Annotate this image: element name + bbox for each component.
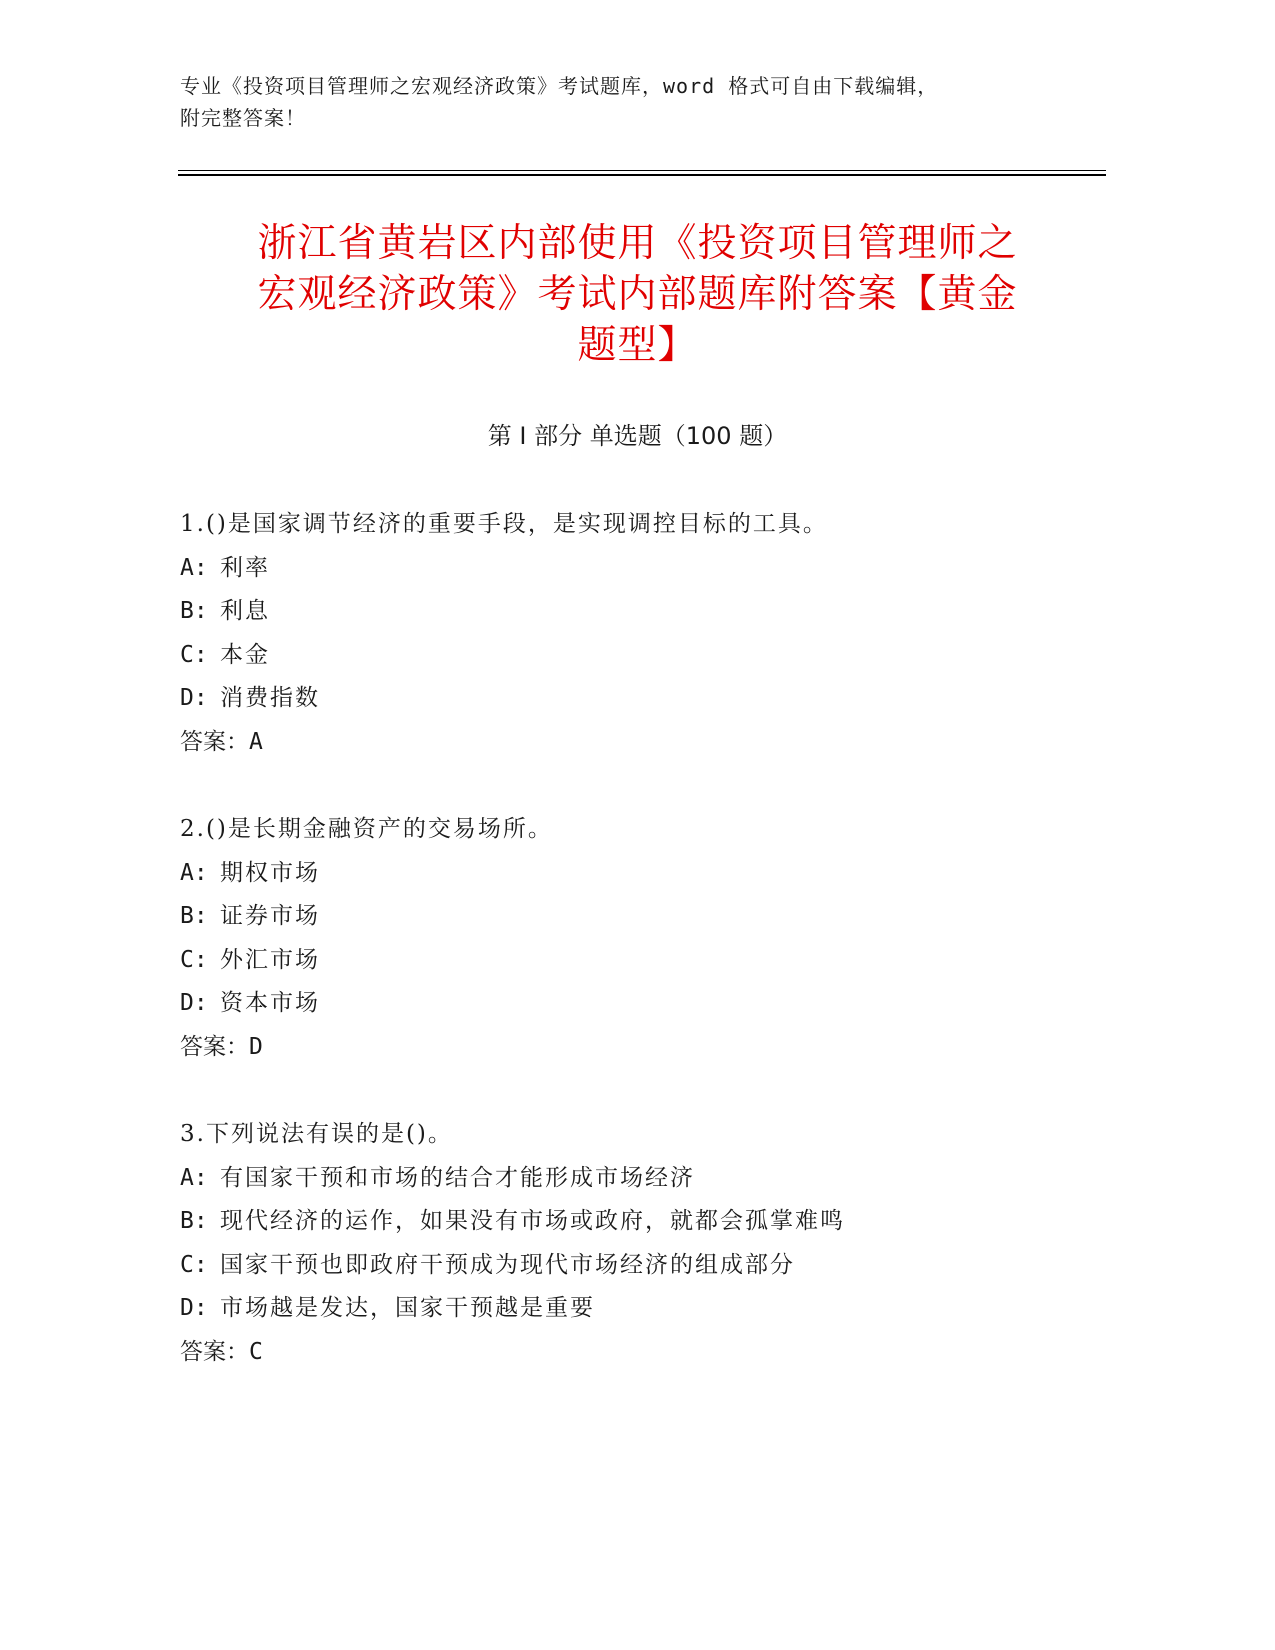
option-text: 利率 xyxy=(220,554,270,581)
title-line-1: 浙江省黄岩区内部使用《投资项目管理师之 xyxy=(257,221,1018,266)
option-letter: B: xyxy=(180,903,208,929)
option-text: 消费指数 xyxy=(220,685,320,711)
option-letter: C: xyxy=(180,1251,208,1278)
answer-value: D xyxy=(249,1033,263,1060)
option-row xyxy=(180,1157,1080,1201)
option-row xyxy=(180,590,1080,634)
answer-value: C xyxy=(249,1338,263,1365)
option-letter: D: xyxy=(180,990,208,1016)
question-stem: 2.()是长期金融资产的交易场所。 xyxy=(180,816,553,842)
option-text: 证券市场 xyxy=(220,903,320,929)
option-row xyxy=(180,852,1080,896)
option-letter: A: xyxy=(180,859,208,886)
option-letter: A: xyxy=(180,1164,208,1191)
option-text: 现代经济的运作，如果没有市场或政府，就都会孤掌难鸣 xyxy=(220,1208,845,1234)
option-row xyxy=(180,1200,1080,1244)
header-divider-thick xyxy=(178,174,1106,176)
option-row xyxy=(180,895,1080,939)
question-stem: 3.下列说法有误的是()。 xyxy=(180,1121,453,1147)
question-block xyxy=(180,503,1080,764)
option-row xyxy=(180,982,1080,1026)
header-note xyxy=(180,70,1100,134)
option-text: 外汇市场 xyxy=(220,946,320,973)
question-block xyxy=(180,808,1080,1069)
answer-label: 答案： xyxy=(180,728,249,755)
option-text: 利息 xyxy=(220,598,270,624)
option-letter: C: xyxy=(180,946,208,973)
option-text: 本金 xyxy=(220,641,270,668)
document-title xyxy=(180,218,1095,371)
answer-label: 答案： xyxy=(180,1338,249,1365)
answer-label: 答案： xyxy=(180,1033,249,1060)
option-row xyxy=(180,1244,1080,1288)
option-letter: B: xyxy=(180,598,208,624)
option-row xyxy=(180,634,1080,678)
option-letter: D: xyxy=(180,1295,208,1321)
title-line-2: 宏观经济政策》考试内部题库附答案【黄金 xyxy=(257,272,1018,317)
header-divider-thin xyxy=(178,170,1106,171)
option-row xyxy=(180,1287,1080,1331)
header-note-line-2: 附完整答案！ xyxy=(180,106,306,130)
option-text: 国家干预也即政府干预成为现代市场经济的组成部分 xyxy=(220,1251,795,1278)
answer-row xyxy=(180,721,1080,765)
answer-row xyxy=(180,1026,1080,1070)
option-letter: D: xyxy=(180,685,208,711)
question-stem: 1.()是国家调节经济的重要手段，是实现调控目标的工具。 xyxy=(180,511,828,537)
option-letter: A: xyxy=(180,554,208,581)
section-heading: 第 I 部分 单选题（100 题） xyxy=(487,422,788,450)
question-block xyxy=(180,1113,1080,1374)
answer-row xyxy=(180,1331,1080,1375)
header-note-line-1: 专业《投资项目管理师之宏观经济政策》考试题库，word 格式可自由下载编辑， xyxy=(180,74,939,98)
option-row xyxy=(180,677,1080,721)
answer-value: A xyxy=(249,728,263,755)
option-text: 有国家干预和市场的结合才能形成市场经济 xyxy=(220,1164,695,1191)
option-letter: C: xyxy=(180,641,208,668)
option-letter: B: xyxy=(180,1208,208,1234)
option-text: 资本市场 xyxy=(220,990,320,1016)
option-text: 市场越是发达，国家干预越是重要 xyxy=(220,1295,595,1321)
option-row xyxy=(180,939,1080,983)
option-row xyxy=(180,547,1080,591)
title-line-3: 题型】 xyxy=(577,323,698,368)
option-text: 期权市场 xyxy=(220,859,320,886)
